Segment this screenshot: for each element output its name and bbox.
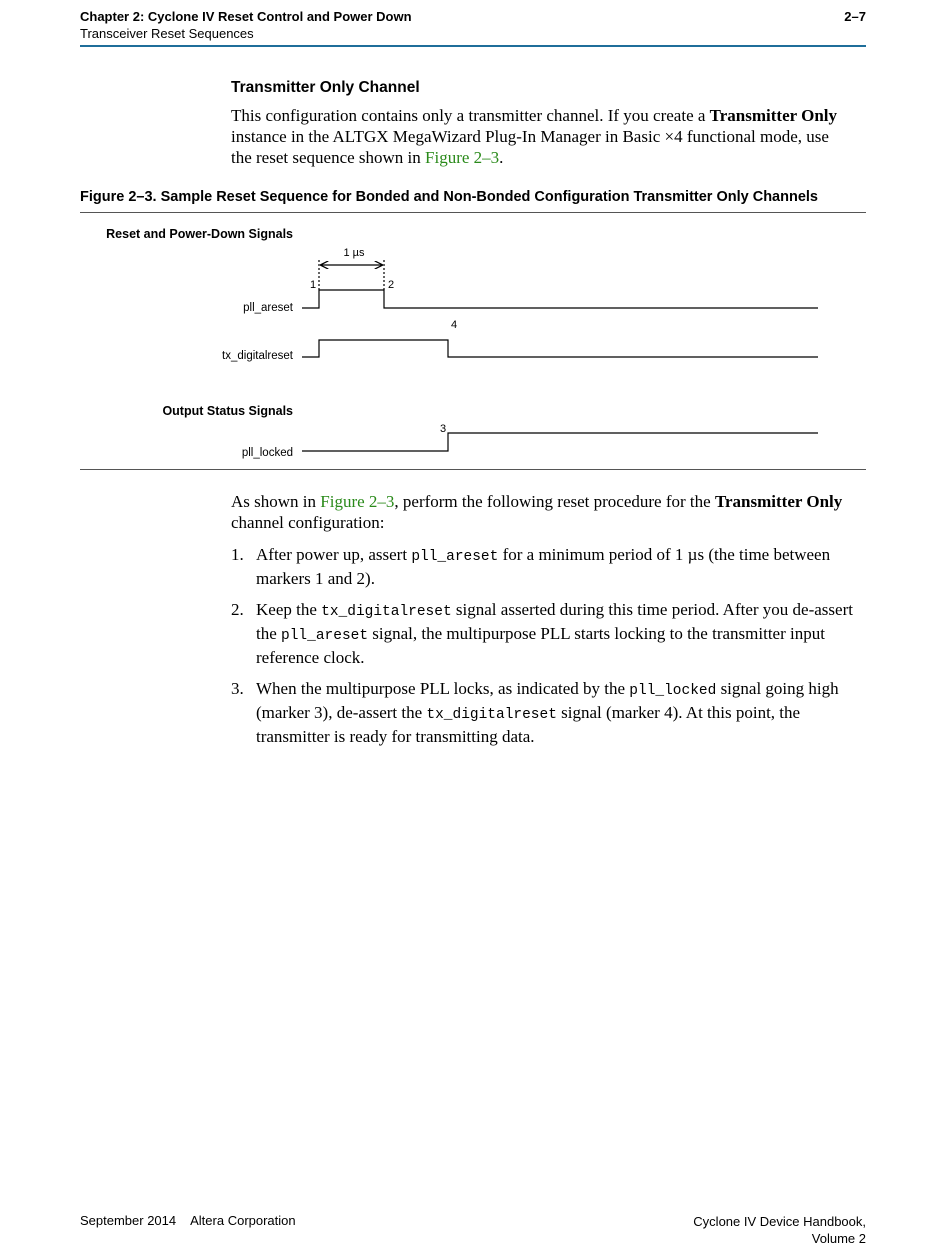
figure-link-2[interactable]: Figure 2–3 xyxy=(320,492,395,511)
step-item xyxy=(231,544,866,589)
page-footer-right xyxy=(693,1213,866,1247)
marker-4: 4 xyxy=(450,319,458,331)
footer-volume: Volume 2 xyxy=(811,1231,866,1246)
figure-caption: Figure 2–3. Sample Reset Sequence for Bonded and Non-Bonded Configuration Transmitter Only Channels xyxy=(80,189,818,205)
timing-diagram xyxy=(0,0,950,480)
footer-date: September 2014 xyxy=(80,1213,177,1228)
step-text: signal going high (marker 3), de-assert the xyxy=(256,679,839,722)
code-signal: tx_digitalreset xyxy=(321,604,452,620)
code-signal: pll_areset xyxy=(281,628,369,644)
waveform-tx-digitalreset xyxy=(302,340,818,357)
procedure-steps xyxy=(231,544,866,757)
step-item xyxy=(231,678,866,747)
step-text: After power up, assert xyxy=(256,545,412,564)
waveform-pll-locked xyxy=(302,433,818,451)
step-item xyxy=(231,599,866,668)
intro-text-2: instance in the ALTGX MegaWizard Plug-In Manager in Basic ×4 functional mode, use the reset sequence shown in xyxy=(231,127,829,167)
intro-bold: Transmitter Only xyxy=(709,106,838,125)
page-number: 2–7 xyxy=(844,9,866,24)
marker-3: 3 xyxy=(439,423,447,435)
section-name: Transceiver Reset Sequences xyxy=(80,26,254,41)
procedure-text-2: , perform the following reset procedure for the xyxy=(394,492,715,511)
figure-link[interactable]: Figure 2–3 xyxy=(425,148,500,167)
group-title-status: Output Status Signals xyxy=(162,404,293,418)
signal-label-pll-locked: pll_locked xyxy=(241,447,293,459)
code-signal: pll_locked xyxy=(629,683,717,699)
code-signal: tx_digitalreset xyxy=(426,707,557,723)
group-title-reset: Reset and Power-Down Signals xyxy=(106,227,293,241)
step-text: for a minimum period of 1 µs (the time between markers 1 and 2). xyxy=(256,545,831,588)
step-number: 3. xyxy=(231,679,244,698)
footer-book-title: Cyclone IV Device Handbook, xyxy=(693,1214,866,1229)
chapter-title: Chapter 2: Cyclone IV Reset Control and Power Down xyxy=(80,9,412,24)
intro-text-1: This configuration contains only a transmitter channel. If you create a xyxy=(231,106,710,125)
step-text: signal asserted during this time period. After you de-assert the xyxy=(256,600,853,643)
marker-1: 1 xyxy=(309,279,317,291)
step-text: signal (marker 4). At this point, the transmitter is ready for transmitting data. xyxy=(256,703,801,746)
code-signal: pll_areset xyxy=(411,549,499,565)
waveform-pll-areset xyxy=(302,290,818,308)
marker-2: 2 xyxy=(387,279,395,291)
signal-label-pll-areset: pll_areset xyxy=(243,302,293,314)
procedure-text-1: As shown in xyxy=(231,492,321,511)
intro-text-3: . xyxy=(499,148,504,167)
procedure-paragraph xyxy=(231,491,856,533)
procedure-text-3: channel configuration: xyxy=(231,513,385,532)
step-text: When the multipurpose PLL locks, as indicated by the xyxy=(256,679,630,698)
step-number: 2. xyxy=(231,600,244,619)
duration-label: 1 µs xyxy=(343,247,365,259)
footer-company: Altera Corporation xyxy=(190,1213,296,1228)
step-number: 1. xyxy=(231,545,244,564)
section-heading: Transmitter Only Channel xyxy=(231,79,420,96)
page-footer-left xyxy=(80,1213,296,1228)
step-text: signal, the multipurpose PLL starts locking to the transmitter input reference clock. xyxy=(256,624,825,667)
procedure-bold: Transmitter Only xyxy=(714,492,843,511)
signal-label-tx-digitalreset: tx_digitalreset xyxy=(222,350,293,362)
step-text: Keep the xyxy=(256,600,322,619)
